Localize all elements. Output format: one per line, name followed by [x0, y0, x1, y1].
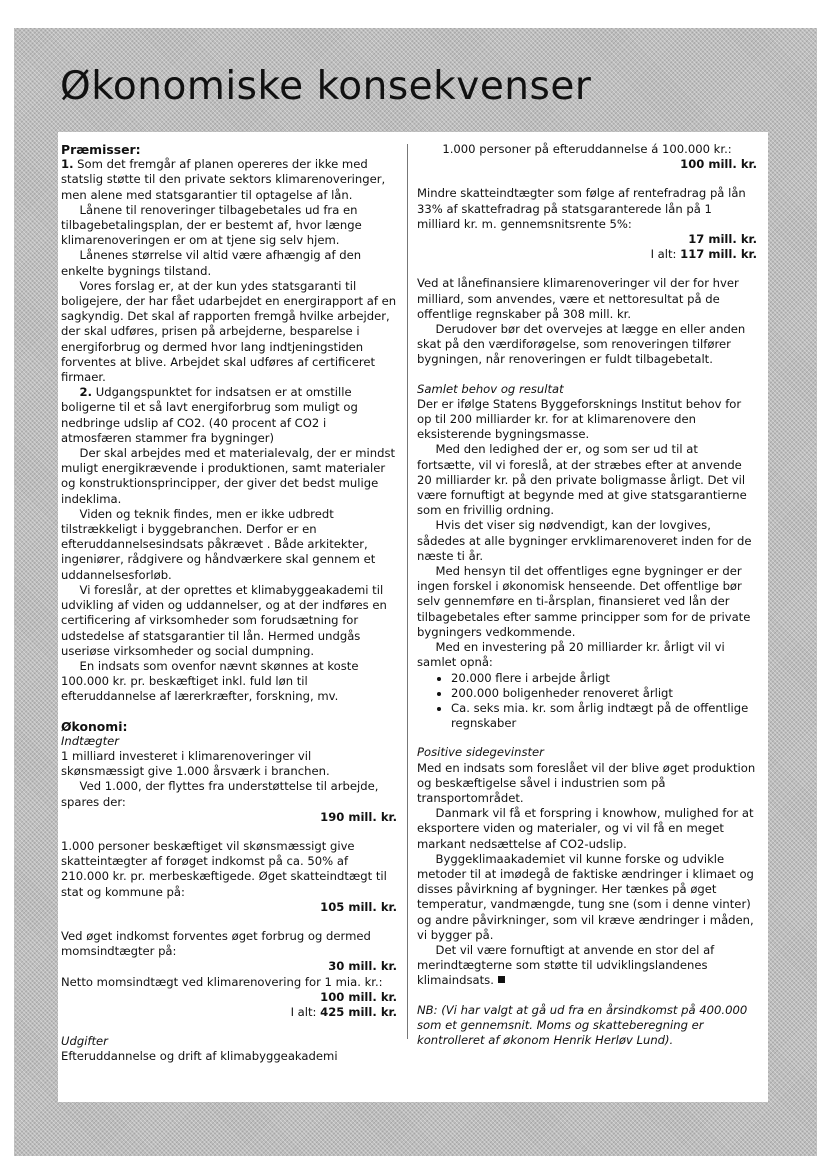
article-panel [58, 132, 768, 1102]
positive-heading: Positive sidegevinster [417, 745, 544, 760]
paragraph: Vores forslag er, at der kun ydes statsgaranti til boligejere, der har fået udarbejdet en energirapport af en sagkyndig. Det skal af rapporten fremgå hvilke arbejder, der skal udføres, prisen på arbejderne, besparelse i energiforbrug og dermed hvor lang indtjeningstiden forventes at blive. Arbejdet skal udføres af certificeret firmaer. [61, 278, 397, 385]
paragraph: Ved at lånefinansiere klimarenoveringer vil der for hver milliard, som anvendes, være et nettoresultat på de offentlige regnskaber på 308 mill. kr. [417, 276, 739, 321]
amount: 105 mill. kr. [320, 899, 397, 914]
paragraph: Danmark vil få et forspring i knowhow, mulighed for at eksportere viden og materialer, og vi vil få en meget markant nedsættelse af CO2-udslip. [417, 806, 754, 851]
total-amount: I alt: 425 mill. kr. [290, 1004, 397, 1019]
paragraph: Vi foreslår, at der oprettes et klimabyggeakademi til udvikling af viden og uddannelser, og at der indføres en certificering af virksomheder som forudsætning for udstedelse af statsgarantier til lån. Hermed undgås useriøse virksomheder og social dumpning. [61, 582, 387, 658]
total-amount: I alt: 117 mill. kr. [650, 247, 757, 262]
point-number: 1. [61, 157, 74, 172]
paragraph: Efteruddannelse og drift af klimabyggeakademi [61, 1049, 338, 1064]
indtaegter-heading: Indtægter [61, 733, 120, 748]
premisser-heading: Præmisser: [61, 142, 141, 157]
paragraph: Mindre skatteindtægter som følge af rentefradrag på lån 33% af skattefradrag på statsgaranterede lån på 1 milliard kr. m. gennemsnitsrente 5%: [417, 186, 746, 231]
paragraph: 1. Som det fremgår af planen opereres der ikke med statslig støtte til den private sektors klimarenoveringer, men alene med statsgarantier til optagelse af lån. [61, 157, 386, 202]
amount: 100 mill. kr. [320, 989, 397, 1004]
paragraph: Lånene til renoveringer tilbagebetales ud fra en tilbagebetalingsplan, der er bestemt af, hvor længe klimarenoveringen er om at tjene sig selv hjem. [61, 202, 362, 248]
paragraph: 1 milliard investeret i klimarenoveringer vil skønsmæssigt give 1.000 årsværk i branchen. [61, 748, 330, 779]
paragraph: 2. Udgangspunktet for indsatsen er at omstille boligerne til et så lavt energiforbrug som muligt og nedbringe udslip af CO2. (40 procent af CO2 i atmosfæren stammer fra bygninger) [61, 385, 358, 445]
paragraph: Der skal arbejdes med et materialevalg, der er mindst muligt energikrævende i produktionen, samt materialer og konstruktionsprincipper, der giver det bedst mulige indeklima. [61, 446, 396, 506]
udgifter-heading: Udgifter [61, 1034, 108, 1049]
paragraph: Der er ifølge Statens Byggeforsknings Institut behov for op til 200 milliarder kr. for at klimarenovere den eksisterende bygningsmasse. [417, 396, 742, 442]
paragraph: Med en indsats som foreslået vil der blive øget produktion og beskæftigelse såvel i industrien som på transportområdet. [417, 760, 756, 805]
list-item: • Ca. seks mia. kr. som årlig indtægt på de offentlige regnskaber [451, 701, 757, 731]
page-title: Økonomiske konsekvenser [60, 64, 592, 109]
right-column [417, 142, 757, 1048]
paragraph: Det vil være fornuftigt at anvende en stor del af merindtægterne som støtte til udviklingslandenes klimaindsats. [417, 942, 715, 988]
paragraph: Viden og teknik findes, men er ikke udbredt tilstrækkeligt i byggebranchen. Derfor er en efteruddannelsesindsats påkrævet . Både arkitekter, ingeniører, rådgivere og håndværkere skal gennem et uddannelsesforløb. [61, 506, 376, 582]
paragraph: Lånenes størrelse vil altid være afhængig af den enkelte bygnings tilstand. [61, 248, 362, 278]
left-column [61, 142, 397, 1065]
paragraph: 1.000 personer beskæftiget vil skønsmæssigt give skatteintægter af forøget indkomst på ca. 50% af 210.000 kr. pr. merbeskæftigede. Øget skatteindtægt til stat og kommune på: [61, 838, 387, 899]
paragraph: Hvis det viser sig nødvendigt, kan der lovgives, sådedes at alle bygninger ervklimarenoveret inden for de næste ti år. [417, 518, 752, 563]
paragraph: Med en investering på 20 milliarder kr. årligt vil vi samlet opnå: [417, 640, 725, 670]
amount: 100 mill. kr. [680, 157, 757, 172]
paragraph: Ved 1.000, der flyttes fra understøttelse til arbejde, spares der: [61, 779, 379, 809]
paragraph: Med hensyn til det offentliges egne bygninger er der ingen forskel i økonomisk henseende. Det offentlige bør selv gennemføre en ti-årsplan, finansieret ved lån der tilbagebetales efter samme principper som for de private bygningers vedkommende. [417, 564, 751, 639]
amount: 190 mill. kr. [320, 809, 397, 824]
paragraph: En indsats som ovenfor nævnt skønnes at koste 100.000 kr. pr. beskæftiget inkl. fuld løn til efteruddannelse af lærerkræfter, forskning, mv. [61, 658, 359, 704]
end-mark-icon [498, 976, 505, 983]
list-item: • 200.000 boligenheder renoveret årligt [451, 686, 757, 701]
paragraph: Ved øget indkomst forventes øget forbrug og dermed momsindtægter på: [61, 928, 371, 959]
column-divider [407, 144, 408, 1039]
paragraph: Derudover bør det overvejes at lægge en eller anden skat på den værdiforøgelse, som renoveringen tilfører bygningen, når renoveringen er fuldt tilbagebetalt. [417, 322, 746, 367]
footnote: NB: (Vi har valgt at gå ud fra en årsindkomst på 400.000 som et gennemsnit. Moms og skatteberegning er kontrolleret af økonom Henrik Herløv Lund). [417, 1002, 748, 1047]
amount: 17 mill. kr. [688, 232, 757, 247]
amount: 30 mill. kr. [328, 959, 397, 974]
point-number: 2. [79, 385, 93, 400]
samlet-heading: Samlet behov og resultat [417, 381, 564, 396]
results-list [417, 671, 757, 732]
paragraph: Byggeklimaakademiet vil kunne forske og udvikle metoder til at imødegå de faktiske ændringer i klimaet og disses påvirkning af bygninger. Her tænkes på øget temperatur, vandmængde, tung sne (som i denne vinter) og andre påvirkninger, som vil kræve ændringer i måden, vi bygger på. [417, 851, 754, 942]
paragraph: Netto momsindtægt ved klimarenovering for 1 mia. kr.: [61, 974, 383, 989]
paragraph: 1.000 personer på efteruddannelse á 100.000 kr.: [442, 142, 732, 156]
okonomi-heading: Økonomi: [61, 718, 128, 734]
paragraph: Med den ledighed der er, og som ser ud til at fortsætte, vil vi foreslå, at der stræbes efter at anvende 20 milliarder kr. på den private boligmasse årligt. Det vil være fornuftigt at begynde med at give statsgarantierne som en frivillig ordning. [417, 442, 747, 518]
list-item: • 20.000 flere i arbejde årligt [451, 671, 757, 686]
